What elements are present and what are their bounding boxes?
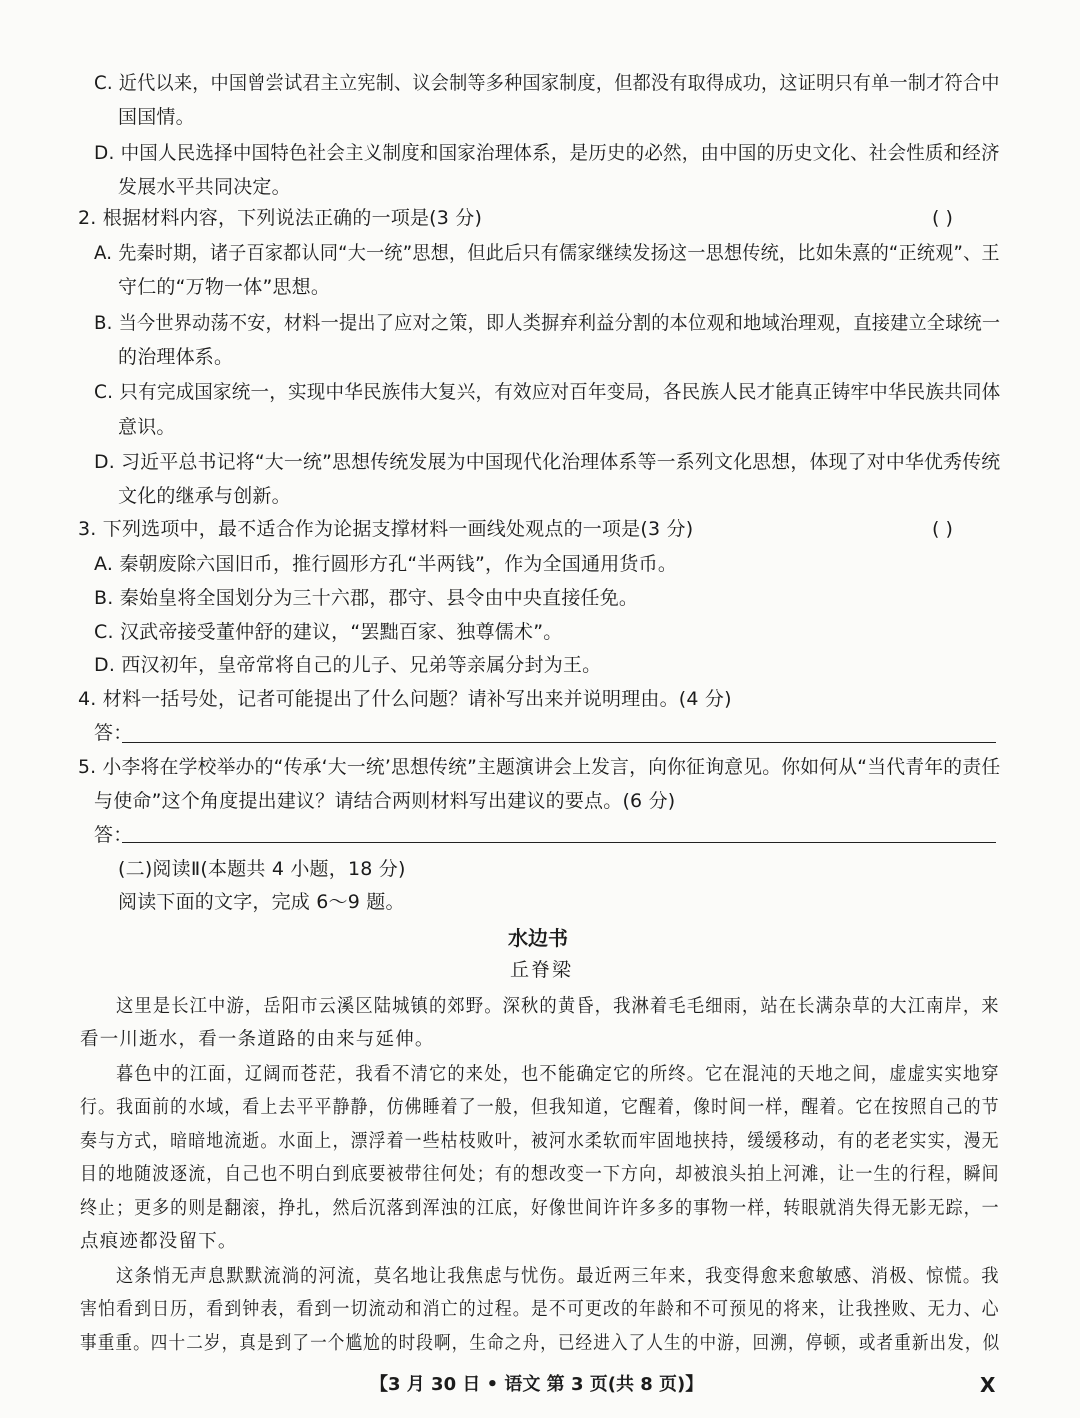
q2-option-d-line2: 文化的继承与创新。 xyxy=(118,485,291,507)
passage-p3-line2: 害怕看到日历，看到钟表，看到一切流动和消亡的过程。是不可更改的年龄和不可预见的将来，让我挫败、无力、心 xyxy=(80,1299,1000,1320)
q2-option-b-line2: 的治理体系。 xyxy=(118,346,234,368)
passage-p2-line2: 行。我面前的水域，看上去平平静静，仿佛睡着了一般，但我知道，它醒着，像时间一样，醒着。它在按照自己的节 xyxy=(80,1097,1000,1118)
passage-p3-line1: 这条悄无声息默默流淌的河流，莫名地让我焦虑与忧伤。最近两三年来，我变得愈来愈敏感、消极、惊慌。我 xyxy=(116,1266,1000,1287)
passage-author: 丘脊梁 xyxy=(510,959,574,981)
passage-title: 水边书 xyxy=(508,926,568,950)
page-footer: 【3 月 30 日 • 语文 第 3 页(共 8 页)】 xyxy=(370,1374,704,1395)
q3-answer-paren[interactable]: ( ) xyxy=(932,518,953,540)
q2-option-b-line1: B. 当今世界动荡不安，材料一提出了应对之策，即人类摒弃利益分割的本位观和地域治理观，直接建立全球统一 xyxy=(94,312,1001,334)
passage-p2-line1: 暮色中的江面，辽阔而苍茫，我看不清它的来处，也不能确定它的所终。它在混沌的天地之间，虚虚实实地穿 xyxy=(116,1064,1000,1085)
q4-answer-label: 答： xyxy=(94,722,133,744)
q2-stem: 2. 根据材料内容，下列说法正确的一项是(3 分) xyxy=(78,207,483,229)
q5-stem-line1: 5. 小李将在学校举办的“传承‘大一统’思想传统”主题演讲会上发言，向你征询意见。你如何从“当代青年的责任 xyxy=(78,756,1001,778)
passage-p1-line1: 这里是长江中游，岳阳市云溪区陆城镇的郊野。深秋的黄昏，我淋着毛毛细雨，站在长满杂草的大江南岸，来 xyxy=(116,996,1000,1017)
q3-option-a: A. 秦朝废除六国旧币，推行圆形方孔“半两钱”，作为全国通用货币。 xyxy=(94,553,678,575)
q3-stem: 3. 下列选项中，最不适合作为论据支撑材料一画线处观点的一项是(3 分) xyxy=(78,518,694,540)
footer-mark: X xyxy=(980,1373,996,1397)
q5-stem-line2: 与使命”这个角度提出建议？请结合两则材料写出建议的要点。(6 分) xyxy=(94,790,676,812)
section2-heading: (二)阅读Ⅱ(本题共 4 小题，18 分) xyxy=(118,858,406,880)
q1-option-d-line2: 发展水平共同决定。 xyxy=(118,176,291,198)
passage-p2-line5: 终止；更多的则是翻滚，挣扎，然后沉落到浑浊的江底，好像世间许许多多的事物一样，转眼就消失得无影无踪，一 xyxy=(80,1198,1000,1219)
q1-option-d-line1: D. 中国人民选择中国特色社会主义制度和国家治理体系，是历史的必然，由中国的历史文化、社会性质和经济 xyxy=(94,142,1000,164)
q1-option-c-line2: 国国情。 xyxy=(118,106,195,128)
q3-option-d: D. 西汉初年，皇帝常将自己的儿子、兄弟等亲属分封为王。 xyxy=(94,654,602,676)
passage-p1-line2: 看一川逝水，看一条道路的由来与延伸。 xyxy=(80,1029,435,1050)
q2-option-d-line1: D. 习近平总书记将“大一统”思想传统发展为中国现代化治理体系等一系列文化思想，体现了对中华优秀传统 xyxy=(94,451,1001,473)
q5-answer-line[interactable] xyxy=(122,842,996,843)
passage-p2-line3: 奏与方式，暗暗地流逝。水面上，漂浮着一些枯枝败叶，被河水柔软而牢固地挟持，缓缓移动，有的老老实实，漫无 xyxy=(80,1131,1000,1152)
q2-answer-paren[interactable]: ( ) xyxy=(932,207,953,229)
q5-answer-label: 答： xyxy=(94,824,133,846)
passage-p2-line4: 目的地随波逐流，自己也不明白到底要被带往何处；有的想改变一下方向，却被浪头拍上河滩，让一生的行程，瞬间 xyxy=(80,1164,1000,1185)
q3-option-b: B. 秦始皇将全国划分为三十六郡，郡守、县令由中央直接任免。 xyxy=(94,587,639,609)
q4-stem: 4. 材料一括号处，记者可能提出了什么问题？请补写出来并说明理由。(4 分) xyxy=(78,688,732,710)
q2-option-c-line2: 意识。 xyxy=(118,416,176,438)
passage-p2-line6: 点痕迹都没留下。 xyxy=(80,1231,238,1252)
q2-option-a-line2: 守仁的“万物一体”思想。 xyxy=(118,276,331,298)
q2-option-a-line1: A. 先秦时期，诸子百家都认同“大一统”思想，但此后只有儒家继续发扬这一思想传统，比如朱熹的“正统观”、王 xyxy=(94,242,1000,264)
q1-option-c-line1: C. 近代以来，中国曾尝试君主立宪制、议会制等多种国家制度，但都没有取得成功，这证明只有单一制才符合中 xyxy=(94,72,1000,94)
q4-answer-line[interactable] xyxy=(122,742,996,743)
section2-instruction: 阅读下面的文字，完成 6～9 题。 xyxy=(118,891,405,913)
q3-option-c: C. 汉武帝接受董仲舒的建议，“罢黜百家、独尊儒术”。 xyxy=(94,621,563,643)
q2-option-c-line1: C. 只有完成国家统一，实现中华民族伟大复兴，有效应对百年变局，各民族人民才能真正铸牢中华民族共同体 xyxy=(94,381,1001,403)
passage-p3-line3: 事重重。四十二岁，真是到了一个尴尬的时段啊，生命之舟，已经进入了人生的中游，回溯，停顿，或者重新出发，似 xyxy=(80,1333,1001,1354)
